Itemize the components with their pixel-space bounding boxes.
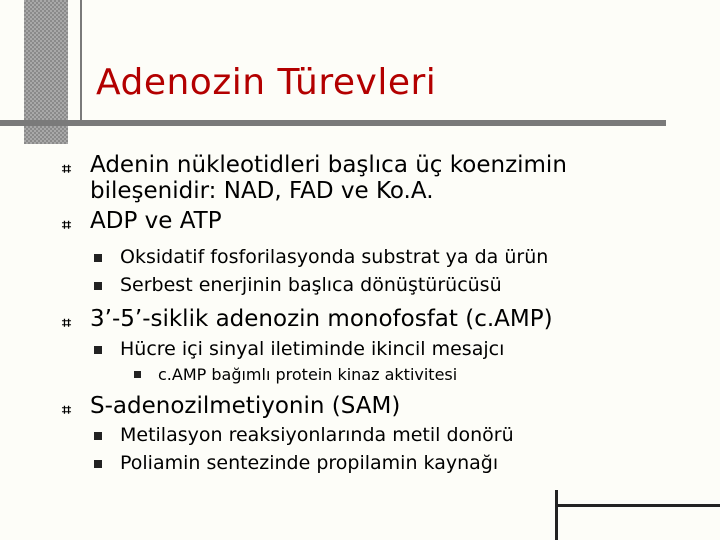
square-bullet-icon [94, 432, 102, 440]
sub-bullet-text: Hücre içi sinyal iletiminde ikincil mesajcı [120, 338, 505, 360]
sub-sub-bullet-text: c.AMP bağımlı protein kinaz aktivitesi [158, 365, 458, 384]
decorative-vertical-line [80, 0, 82, 120]
bullet-text: ADP ve ATP [90, 208, 222, 234]
square-bullet-icon [94, 254, 102, 262]
bullet-text: 3’-5’-siklik adenozin monofosfat (c.AMP) [90, 306, 553, 332]
hash-bullet-icon: ⌗ [62, 159, 72, 178]
sub-bullet-text: Serbest enerjinin başlıca dönüştürücüsü [120, 274, 502, 296]
sub-bullet-text: Oksidatif fosforilasyonda substrat ya da ürün [120, 246, 549, 268]
bullet-text: bileşenidir: NAD, FAD ve Ko.A. [90, 178, 434, 204]
sub-bullet-text: Poliamin sentezinde propilamin kaynağı [120, 452, 499, 474]
sub-bullet-text: Metilasyon reaksiyonlarında metil donörü [120, 424, 514, 446]
bullet-text: Adenin nükleotidleri başlıca üç koenzimin [90, 152, 567, 178]
hash-bullet-icon: ⌗ [62, 313, 72, 332]
bullet-text: S-adenozilmetiyonin (SAM) [90, 393, 401, 419]
decorative-horizontal-rule [0, 120, 666, 126]
corner-mark-horizontal [555, 504, 720, 507]
hash-bullet-icon: ⌗ [62, 215, 72, 234]
square-bullet-icon [94, 460, 102, 468]
square-bullet-icon [94, 282, 102, 290]
square-bullet-icon [94, 346, 102, 354]
square-bullet-icon [134, 371, 141, 378]
corner-mark-vertical [555, 490, 558, 540]
hash-bullet-icon: ⌗ [62, 400, 72, 419]
slide-title: Adenozin Türevleri [96, 62, 437, 103]
